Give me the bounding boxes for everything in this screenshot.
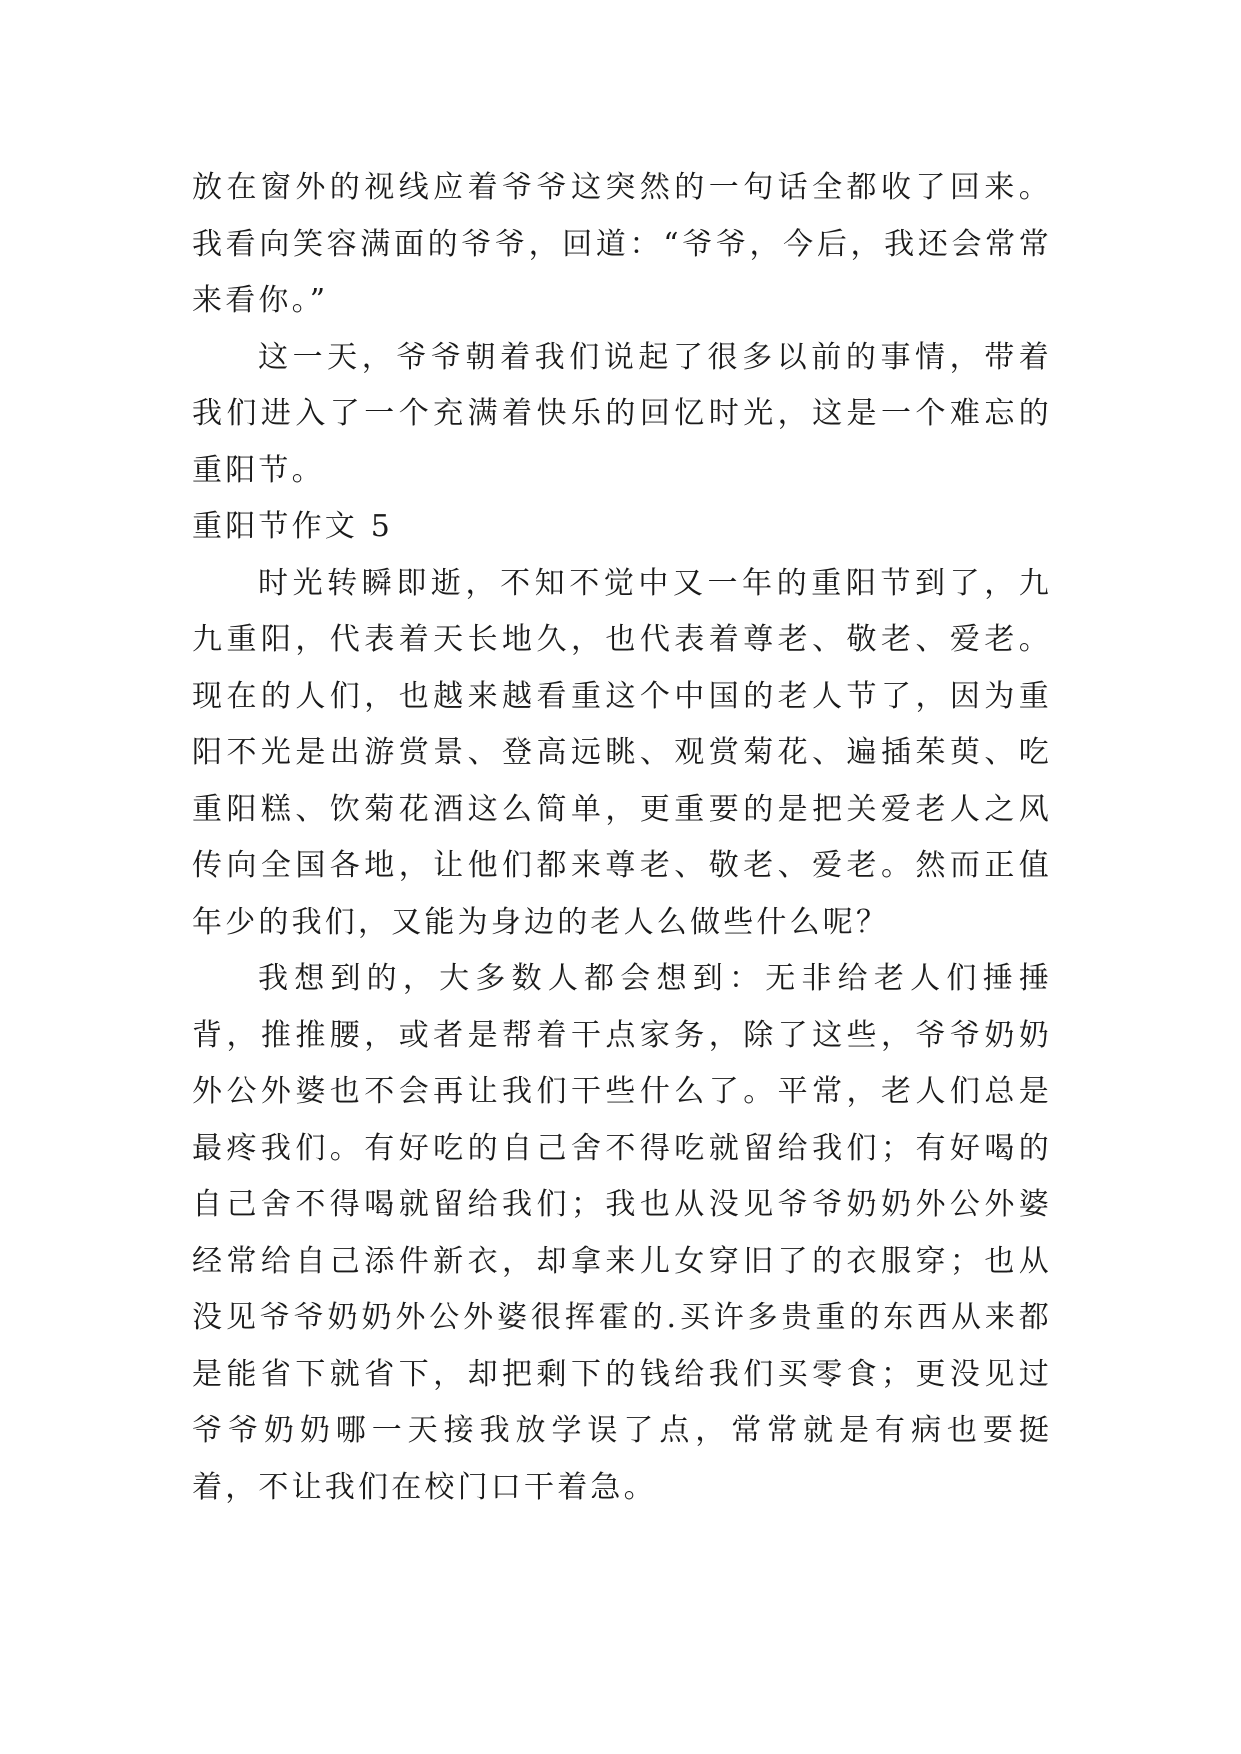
paragraph-grandparents-care: 我想到的，大多数人都会想到：无非给老人们捶捶背，推推腰，或者是帮着干点家务，除了这些，爷爷奶奶外公外婆也不会再让我们干些什么了。平常，老人们总是最疼我们。有好吃的自己舍不得吃就留给我们；有好喝的自己舍不得喝就留给我们；我也从没见爷爷奶奶外公外婆经常给自己添件新衣，却拿来儿女穿旧了的衣服穿；也从没见爷爷奶奶外公外婆很挥霍的.买许多贵重的东西从来都是能省下就省下，却把剩下的钱给我们买零食；更没见过爷爷奶奶哪一天接我放学误了点，常常就是有病也要挺着，不让我们在校门口干着急。 (192, 961, 1052, 1505)
essay-heading: 重阳节作文 5 (192, 509, 394, 544)
paragraph-double-ninth-day: 这一天，爷爷朝着我们说起了很多以前的事情，带着我们进入了一个充满着快乐的回忆时光，这是一个难忘的重阳节。 (192, 339, 1052, 488)
paragraph-continuation: 放在窗外的视线应着爷爷这突然的一句话全都收了回来。我看向笑容满面的爷爷，回道：“爷爷，今后，我还会常常来看你。” (192, 170, 1052, 318)
paragraph-respect-elders: 时光转瞬即逝，不知不觉中又一年的重阳节到了，九九重阳，代表着天长地久，也代表着尊老、敬老、爱老。现在的人们，也越来越看重这个中国的老人节了，因为重阳不光是出游赏景、登高远眺、观赏菊花、遍插茱萸、吃重阳糕、饮菊花酒这么简单，更重要的是把关爱老人之风传向全国各地，让他们都来尊老、敬老、爱老。然而正值年少的我们，又能为身边的老人么做些什么呢？ (192, 565, 1052, 940)
document-body (192, 160, 1052, 1516)
